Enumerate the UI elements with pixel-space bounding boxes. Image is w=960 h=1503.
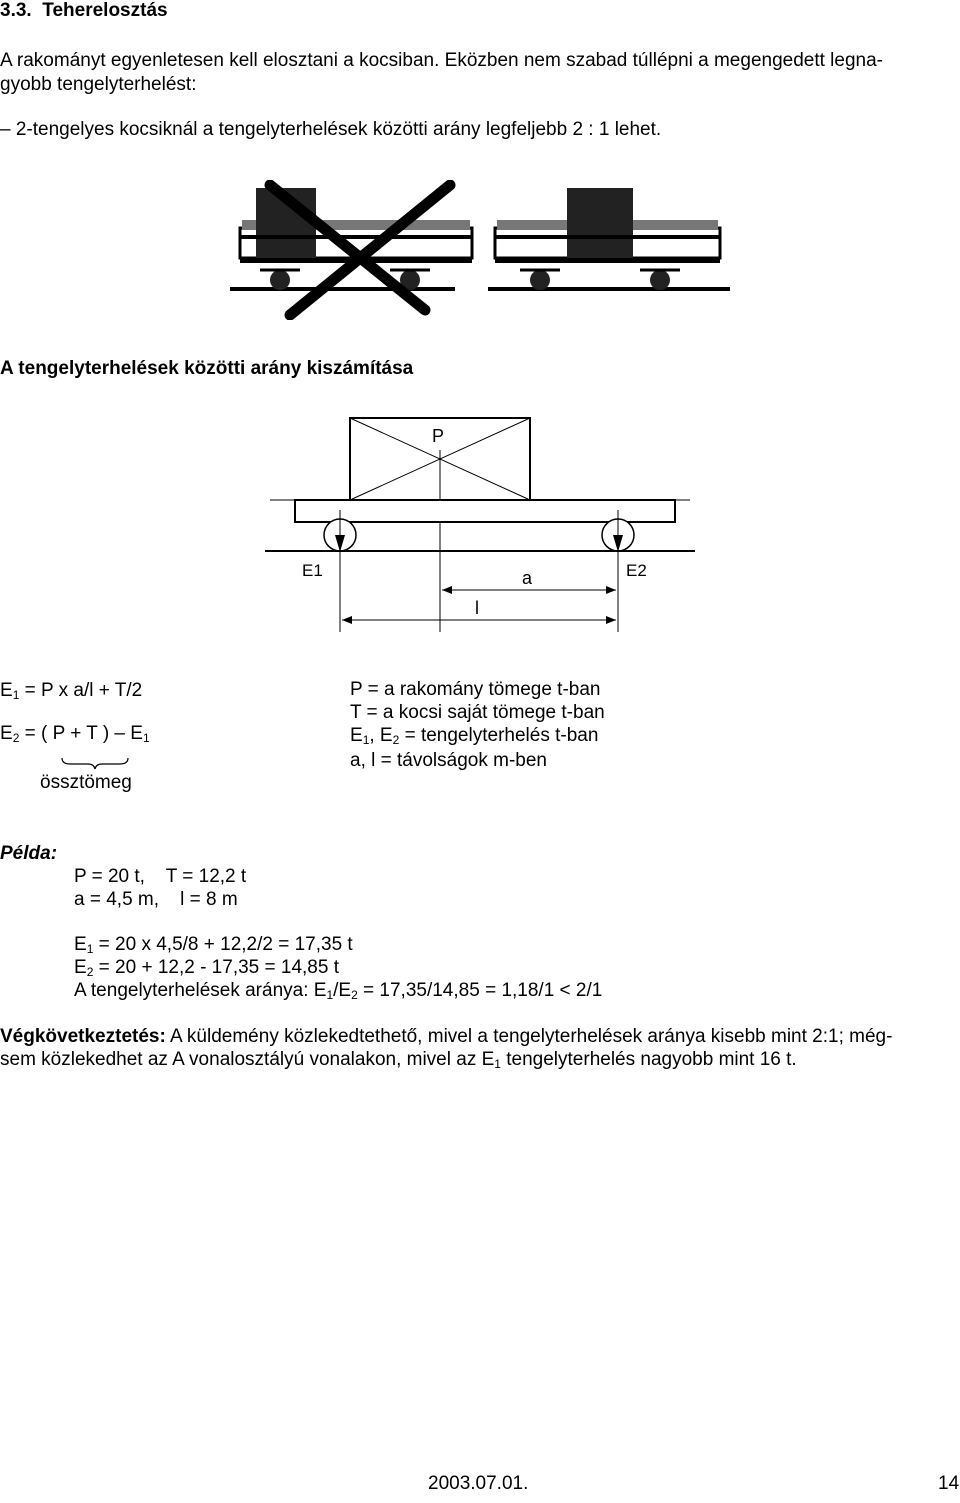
example-given-2: a = 4,5 m, l = 8 m bbox=[74, 889, 238, 910]
example-calc-e1 bbox=[74, 934, 353, 956]
conclusion-text-1: A küldemény közlekedtethető, mivel a tengelyterhelések aránya kisebb mint 2:1; még- bbox=[165, 1026, 893, 1047]
conclusion-line-1 bbox=[0, 1026, 892, 1048]
example-calc-e2 bbox=[74, 957, 339, 979]
formula-e2-sub: 2 bbox=[12, 731, 20, 745]
label-P: P bbox=[432, 426, 445, 446]
legend-e-comma: , E bbox=[369, 725, 393, 746]
label-E2: E2 bbox=[626, 561, 647, 580]
footer-date: 2003.07.01. bbox=[428, 1473, 529, 1494]
conclusion-text-2-post: tengelyterhelés nagyobb mint 16 t. bbox=[500, 1049, 797, 1070]
formula-e2 bbox=[0, 723, 150, 745]
legend-e-sub2: 2 bbox=[392, 733, 400, 747]
section-heading bbox=[0, 0, 168, 22]
calc-heading: A tengelyterhelések közötti arány kiszámítása bbox=[0, 358, 414, 379]
label-E1: E1 bbox=[302, 561, 323, 580]
formula-e1-sub: 1 bbox=[12, 688, 20, 702]
calc-e1-pre: E bbox=[74, 934, 87, 955]
example-given-1: P = 20 t, T = 12,2 t bbox=[74, 866, 247, 887]
formula-e2-sub2: 1 bbox=[142, 731, 150, 745]
conclusion-text-2-sub: 1 bbox=[494, 1057, 501, 1071]
brace-label: össztömeg bbox=[40, 772, 132, 793]
ratio-post: = 17,35/14,85 = 1,18/1 < 2/1 bbox=[357, 980, 603, 1001]
legend-e-post: = tengelyterhelés t-ban bbox=[399, 725, 599, 746]
calc-e2-pre: E bbox=[74, 957, 87, 978]
label-l: l bbox=[475, 598, 479, 618]
wagon-uneven-load bbox=[240, 188, 472, 290]
intro-rule: – 2-tengelyes kocsiknál a tengelyterhelések közötti arány legfeljebb 2 : 1 lehet. bbox=[0, 119, 662, 140]
ratio-pre: A tengelyterhelések aránya: E bbox=[74, 980, 327, 1001]
example-ratio bbox=[74, 980, 602, 1002]
legend-e bbox=[350, 725, 598, 747]
intro-line-2: gyobb tengelyterhelést: bbox=[0, 74, 197, 95]
formula-e2-symbol: E bbox=[0, 723, 13, 744]
calc-e2-post: = 20 + 12,2 - 17,35 = 14,85 t bbox=[93, 957, 339, 978]
calc-e1-post: = 20 x 4,5/8 + 12,2/2 = 17,35 t bbox=[93, 934, 353, 955]
intro-line-1: A rakományt egyenletesen kell elosztani a kocsiban. Eközben nem szabad túllépni a megengedett legna- bbox=[0, 50, 883, 71]
page-number: 14 bbox=[938, 1473, 960, 1494]
ratio-mid: /E bbox=[333, 980, 352, 1001]
wagon-illustration bbox=[220, 180, 740, 320]
legend-al: a, l = távolságok m-ben bbox=[350, 750, 547, 771]
wagon-even-load bbox=[495, 188, 720, 290]
underbrace bbox=[60, 756, 130, 770]
conclusion-line-2 bbox=[0, 1049, 797, 1071]
conclusion-text-2-pre: sem közlekedhet az A vonalosztályú vonalakon, mivel az E bbox=[0, 1049, 495, 1070]
section-number: 3.3. bbox=[0, 0, 32, 21]
formula-e1-symbol: E bbox=[0, 680, 13, 701]
ratio-sub2: 2 bbox=[351, 988, 358, 1002]
formula-e1 bbox=[0, 680, 142, 702]
calc-e2-sub: 2 bbox=[86, 965, 94, 979]
legend-e-pre: E bbox=[350, 725, 363, 746]
section-title: Teherelosztás bbox=[42, 0, 168, 21]
axle-load-diagram bbox=[260, 410, 700, 640]
ratio-sub1: 1 bbox=[326, 988, 334, 1002]
example-label: Példa: bbox=[0, 843, 58, 864]
legend-t: T = a kocsi saját tömege t-ban bbox=[350, 702, 605, 723]
conclusion-label: Végkövetkeztetés: bbox=[0, 1026, 166, 1047]
legend-p: P = a rakomány tömege t-ban bbox=[350, 679, 601, 700]
calc-e1-sub: 1 bbox=[86, 942, 94, 956]
label-a: a bbox=[522, 568, 533, 588]
formula-e2-mid: = ( P + T ) – E bbox=[19, 723, 143, 744]
formula-e1-rhs: = P x a/l + T/2 bbox=[19, 680, 143, 701]
legend-e-sub1: 1 bbox=[362, 733, 370, 747]
